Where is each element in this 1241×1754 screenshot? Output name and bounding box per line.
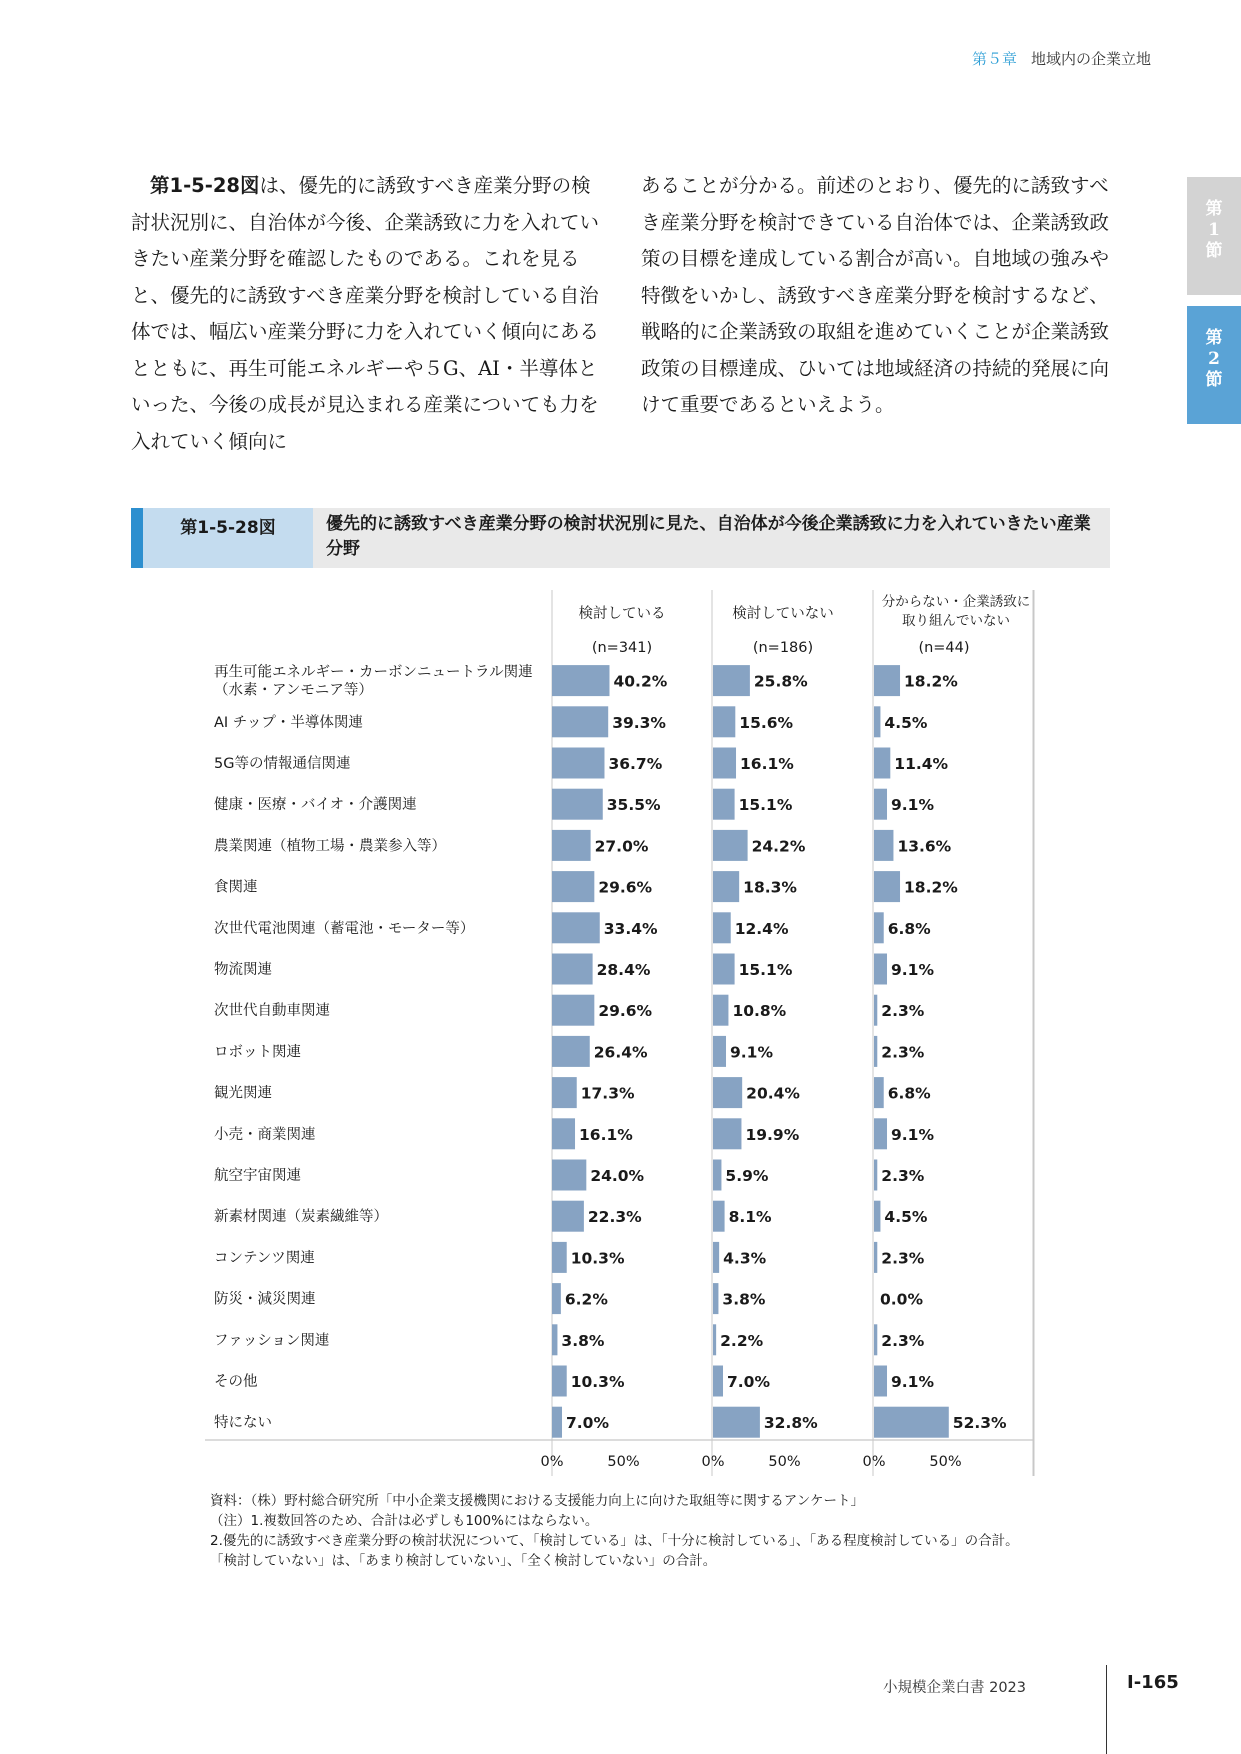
bar <box>552 1077 577 1108</box>
figure-reference: 第1-5-28図 <box>150 174 260 197</box>
data-label: 12.4% <box>734 919 789 938</box>
bar <box>713 1366 723 1397</box>
bar <box>552 912 600 943</box>
category-label: 食関連 <box>214 879 258 896</box>
category-label: 次世代電池関連（蓄電池・モーター等） <box>214 920 475 937</box>
bar <box>713 1324 716 1355</box>
x-tick-label: 50% <box>929 1454 962 1470</box>
bar <box>874 1118 887 1149</box>
data-label: 9.1% <box>891 1373 935 1391</box>
data-label: 25.8% <box>753 672 808 691</box>
bar <box>713 748 736 779</box>
bar <box>552 1242 567 1273</box>
data-label: 16.1% <box>579 1125 633 1144</box>
x-tick-label: 0% <box>540 1454 564 1470</box>
data-label: 13.6% <box>897 837 952 856</box>
data-label: 3.8% <box>561 1331 605 1350</box>
bar <box>713 1407 760 1438</box>
bar <box>713 1283 718 1314</box>
category-label: その他 <box>214 1374 258 1390</box>
data-label: 18.3% <box>743 878 797 897</box>
bar <box>713 912 731 943</box>
note-2: 2.優先的に誘致すべき産業分野の検討状況について、「検討している」は、「十分に検討している」、「ある程度検討している」の合計。「検討していない」は、「あまり検討していない」、「全く検討していない」の合計。 <box>210 1533 1019 1569</box>
bar <box>874 954 887 985</box>
bar <box>874 1077 884 1108</box>
data-label: 33.4% <box>603 919 658 938</box>
figure-notes <box>210 1491 1030 1571</box>
data-label: 9.1% <box>730 1043 774 1062</box>
data-label: 4.5% <box>884 713 928 732</box>
bar <box>552 830 591 861</box>
data-label: 9.1% <box>891 796 935 815</box>
section-tab-char: 第 <box>1205 199 1223 219</box>
data-label: 10.3% <box>570 1249 625 1268</box>
bar <box>874 1366 887 1397</box>
category-label: 防災・減災関連 <box>214 1291 316 1308</box>
bar <box>552 1283 561 1314</box>
data-label: 29.6% <box>598 878 653 897</box>
series-header: 検討していない <box>732 606 834 622</box>
bar <box>874 1160 877 1191</box>
bar <box>552 706 608 737</box>
series-n: (n=341) <box>591 640 653 656</box>
category-label: 再生可能エネルギー・カーボンニュートラル関連 <box>214 664 533 681</box>
data-label: 39.3% <box>612 713 666 732</box>
bar <box>713 871 739 902</box>
bar <box>552 748 604 779</box>
bar <box>874 1201 880 1232</box>
data-label: 2.3% <box>881 1331 925 1350</box>
bar <box>552 1366 567 1397</box>
category-label: 次世代自動車関連 <box>214 1003 330 1020</box>
series-n: (n=186) <box>752 640 814 656</box>
data-label: 15.1% <box>738 961 793 979</box>
data-label: 4.3% <box>723 1249 767 1268</box>
data-label: 40.2% <box>613 672 668 691</box>
bar <box>552 665 609 696</box>
data-label: 6.2% <box>564 1290 608 1309</box>
category-label: ファッション関連 <box>214 1332 330 1349</box>
data-label: 0.0% <box>880 1290 923 1309</box>
data-label: 2.3% <box>881 1249 925 1268</box>
data-label: 24.0% <box>590 1167 645 1185</box>
category-label: 農業関連（植物工場・農業参入等） <box>214 838 446 855</box>
bar <box>552 1160 586 1191</box>
category-label: ロボット関連 <box>214 1044 301 1061</box>
section-tab-char: 節 <box>1205 370 1223 390</box>
x-tick-label: 0% <box>701 1454 725 1470</box>
x-tick-label: 50% <box>607 1454 640 1470</box>
bar <box>713 830 748 861</box>
category-label: 物流関連 <box>214 962 272 978</box>
category-label: 5G等の情報通信関連 <box>214 756 351 772</box>
series-n: (n=44) <box>918 640 970 656</box>
bar <box>713 1160 721 1191</box>
data-label: 10.8% <box>732 1002 787 1021</box>
category-label: 特にない <box>214 1415 272 1432</box>
bar <box>713 1242 719 1273</box>
bar <box>874 1324 877 1355</box>
x-tick-label: 0% <box>862 1454 886 1470</box>
data-label: 18.2% <box>904 878 958 897</box>
category-label: （水素・アンモニア等） <box>214 682 373 699</box>
bar <box>713 995 728 1026</box>
bar <box>552 1324 557 1355</box>
bar <box>713 789 735 820</box>
category-label: AI チップ・半導体関連 <box>214 714 363 731</box>
data-label: 15.1% <box>738 796 793 815</box>
bar <box>874 830 893 861</box>
section-tab-char: 第 <box>1205 328 1223 348</box>
data-label: 26.4% <box>593 1043 648 1062</box>
data-label: 32.8% <box>763 1414 818 1433</box>
bar <box>713 706 735 737</box>
bar <box>552 789 603 820</box>
data-label: 35.5% <box>606 796 661 815</box>
category-label: 航空宇宙関連 <box>214 1168 301 1184</box>
bar <box>874 1036 877 1067</box>
bar <box>713 665 750 696</box>
bar <box>874 665 900 696</box>
data-label: 22.3% <box>587 1208 642 1227</box>
data-label: 7.0% <box>727 1373 771 1391</box>
data-label: 36.7% <box>608 755 663 773</box>
section-tab-char: 節 <box>1205 241 1223 261</box>
series-header: 検討している <box>578 606 666 622</box>
data-label: 2.2% <box>720 1331 764 1350</box>
data-label: 24.2% <box>751 837 806 856</box>
bar <box>874 871 900 902</box>
data-label: 28.4% <box>596 961 651 979</box>
category-label: 新素材関連（炭素繊維等） <box>214 1209 388 1226</box>
section-tab-char: 2 <box>1208 349 1220 369</box>
footer-rule <box>1106 1665 1107 1754</box>
data-label: 3.8% <box>722 1290 766 1309</box>
note-1: （注）1.複数回答のため、合計は必ずしも100%にはならない。 <box>210 1513 599 1529</box>
bar <box>874 1407 949 1438</box>
data-label: 11.4% <box>894 755 949 773</box>
bar <box>552 1201 584 1232</box>
data-label: 29.6% <box>598 1002 653 1021</box>
category-label: 小売・商業関連 <box>214 1126 316 1143</box>
x-tick-label: 50% <box>768 1454 801 1470</box>
chapter-label: 第５章 <box>971 50 1017 68</box>
bar <box>874 706 880 737</box>
data-label: 5.9% <box>725 1167 769 1185</box>
section-tab-char: 1 <box>1208 220 1220 240</box>
bar <box>713 1036 726 1067</box>
bar <box>874 1242 877 1273</box>
bar <box>874 748 890 779</box>
figure-title: 優先的に誘致すべき産業分野の検討状況別に見た、自治体が今後企業誘致に力を入れていきたい産業分野 <box>326 514 1091 559</box>
page-number: Ⅰ-165 <box>1127 1672 1179 1693</box>
category-label: 健康・医療・バイオ・介護関連 <box>214 797 417 814</box>
data-label: 16.1% <box>740 755 794 773</box>
data-label: 8.1% <box>728 1208 772 1227</box>
bar <box>552 871 594 902</box>
bar <box>552 1036 590 1067</box>
bar <box>552 1118 575 1149</box>
bar <box>874 789 887 820</box>
category-label: コンテンツ関連 <box>214 1250 315 1267</box>
body-text-column-2: あることが分かる。前述のとおり、優先的に誘致すべき産業分野を検討できている自治体では、企業誘致政策の目標を達成している割合が高い。自地域の強みや特徴をいかし、誘致すべき産業分野を検討するなど、戦略的に企業誘致の取組を進めていくことが企業誘致政策の目標達成、ひいては地域経済の持続的発展に向けて重要であるといえよう。 <box>641 174 1110 416</box>
data-label: 18.2% <box>904 672 958 691</box>
bar <box>874 995 877 1026</box>
data-label: 52.3% <box>952 1414 1007 1433</box>
series-header: 取り組んでいない <box>902 613 1010 629</box>
bar <box>874 912 884 943</box>
chapter-title: 地域内の企業立地 <box>1030 50 1151 68</box>
data-label: 20.4% <box>746 1084 800 1103</box>
data-label: 27.0% <box>594 837 649 856</box>
data-label: 15.6% <box>739 713 794 732</box>
data-label: 4.5% <box>884 1208 928 1227</box>
data-label: 2.3% <box>881 1167 925 1185</box>
series-header: 分からない・企業誘致に <box>881 594 1031 610</box>
data-label: 6.8% <box>887 919 931 938</box>
bar <box>713 1077 742 1108</box>
data-label: 9.1% <box>891 1125 935 1144</box>
bar <box>713 1118 741 1149</box>
figure-number: 第1-5-28図 <box>143 508 313 568</box>
data-label: 6.8% <box>887 1084 931 1103</box>
data-label: 9.1% <box>891 961 935 979</box>
category-label: 観光関連 <box>214 1085 272 1102</box>
bar <box>552 995 594 1026</box>
data-label: 2.3% <box>881 1043 925 1062</box>
data-label: 17.3% <box>580 1084 635 1103</box>
source-note: 資料：（株）野村総合研究所「中小企業支援機関における支援能力向上に向けた取組等に関するアンケート」 <box>210 1493 864 1509</box>
bar <box>552 954 593 985</box>
bar <box>713 954 735 985</box>
book-title: 小規模企業白書 2023 <box>882 1680 1026 1696</box>
bar <box>552 1407 562 1438</box>
data-label: 7.0% <box>566 1414 610 1433</box>
data-label: 19.9% <box>745 1125 800 1144</box>
data-label: 2.3% <box>881 1002 925 1021</box>
data-label: 10.3% <box>570 1373 625 1391</box>
bar <box>713 1201 725 1232</box>
body-text-1: は、優先的に誘致すべき産業分野の検討状況別に、自治体が今後、企業誘致に力を入れていきたい産業分野を確認したものである。これを見ると、優先的に誘致すべき産業分野を検討している自治体では、幅広い産業分野に力を入れていく傾向にあるとともに、再生可能エネルギーや５G、AI・半導体といった、今後の成長が見込まれる産業についても力を入れていく傾向に <box>131 174 600 453</box>
